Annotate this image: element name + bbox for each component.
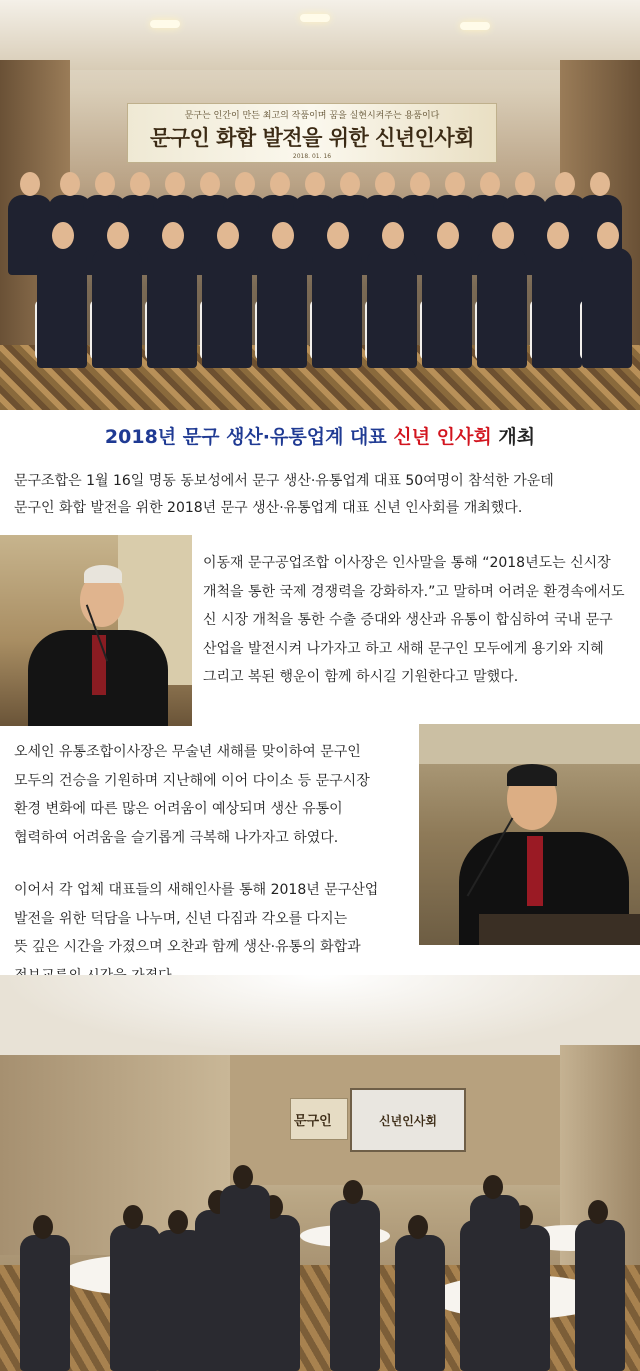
person-head (590, 172, 610, 196)
guest-body (220, 1185, 270, 1371)
guest-head (483, 1175, 503, 1199)
side-banner (290, 1098, 348, 1140)
headline-part-1: 2018년 문구 생산·유통업계 대표 (104, 426, 394, 448)
text-line: 그리고 복된 행운이 함께 하시길 기원한다고 말했다. (203, 669, 519, 685)
speaker-photo-2 (419, 724, 640, 945)
person-suit (532, 248, 582, 368)
person-head (162, 222, 184, 249)
speech-2-paragraph (14, 738, 370, 852)
headline-part-2: 신년 인사회 (393, 426, 492, 448)
speaker-hair (507, 764, 557, 786)
guest-head (33, 1215, 53, 1239)
person-head (305, 172, 325, 196)
person-head (445, 172, 465, 196)
ceiling (0, 975, 640, 1055)
person-head (270, 172, 290, 196)
text-line: 문구조합은 1월 16일 명동 동보성에서 문구 생산·유통업계 대표 50여명이 참석한 가운데 (14, 473, 554, 489)
person-head (217, 222, 239, 249)
person-head (165, 172, 185, 196)
projection-screen (350, 1088, 466, 1152)
text-line: 이동재 문구공업조합 이사장은 인사말을 통해 “2018년도는 신시장 (203, 555, 611, 571)
person-head (597, 222, 619, 249)
person-head (20, 172, 40, 196)
guest-head (408, 1215, 428, 1239)
text-line: 뜻 깊은 시간을 가졌으며 오찬과 함께 생산·유통의 화합과 (14, 939, 361, 955)
guest-body (110, 1225, 160, 1371)
person-head (547, 222, 569, 249)
text-line: 환경 변화에 따른 많은 어려움이 예상되며 생산 유통이 (14, 801, 343, 817)
guest-body (395, 1235, 445, 1371)
screen-title: 신년인사회 (379, 1114, 437, 1128)
banner-footer: 2018. 01. 16 (292, 153, 332, 160)
person-suit (582, 248, 632, 368)
ceiling-light (300, 14, 330, 22)
article-headline (0, 422, 640, 449)
person-suit (367, 248, 417, 368)
speaker-photo-1 (0, 535, 192, 726)
guest-head (123, 1205, 143, 1229)
text-line: 협력하여 어려움을 슬기롭게 극복해 나가자고 하였다. (14, 829, 339, 846)
person-head (382, 222, 404, 249)
side-banner-text: 문구인 (294, 1114, 332, 1129)
headline-part-3: 개최 (491, 426, 536, 448)
guest-body (470, 1195, 520, 1371)
text-line: 발전을 위한 덕담을 나누며, 신년 다짐과 각오를 다지는 (14, 910, 348, 927)
text-line: 이어서 각 업체 대표들의 새해인사를 통해 2018년 문구산업 (14, 882, 379, 898)
person-head (95, 172, 115, 196)
person-suit (202, 248, 252, 368)
event-banner (127, 103, 497, 163)
person-head (327, 222, 349, 249)
group-photo (0, 0, 640, 410)
person-head (555, 172, 575, 196)
guest-head (233, 1165, 253, 1189)
banquet-photo (0, 975, 640, 1371)
text-line: 개척을 통한 국제 경쟁력을 강화하자.”고 말하며 어려운 환경속에서도 (203, 583, 625, 600)
person-head (60, 172, 80, 196)
person-head (480, 172, 500, 196)
guest-head (588, 1200, 608, 1224)
podium (479, 914, 640, 945)
text-line: 문구인 화합 발전을 위한 2018년 문구 생산·유통업계 대표 신년 인사회를 개최했다. (14, 500, 523, 516)
ceiling-light (460, 22, 490, 30)
person-suit (37, 248, 87, 368)
person-head (200, 172, 220, 196)
banner-subtitle: 문구는 인간이 만든 최고의 작품이며 꿈을 실현시켜주는 용품이다 (184, 111, 440, 121)
text-line: 신 시장 개척을 통한 수출 증대와 생산과 유통이 합심하여 국내 문구 (203, 612, 613, 628)
person-head (340, 172, 360, 196)
closing-paragraph (14, 876, 378, 990)
person-suit (422, 248, 472, 368)
person-suit (92, 248, 142, 368)
person-head (492, 222, 514, 249)
guest-body (330, 1200, 380, 1371)
person-head (410, 172, 430, 196)
person-suit (312, 248, 362, 368)
person-head (235, 172, 255, 196)
guest-head (343, 1180, 363, 1204)
person-head (515, 172, 535, 196)
person-head (130, 172, 150, 196)
text-line: 모두의 건승을 기원하며 지난해에 이어 다이소 등 문구시장 (14, 772, 370, 789)
person-suit (477, 248, 527, 368)
person-suit (147, 248, 197, 368)
guest-head (168, 1210, 188, 1234)
guest-body (575, 1220, 625, 1371)
speaker-hair (84, 565, 122, 583)
person-head (107, 222, 129, 249)
speech-1-paragraph (203, 549, 625, 692)
person-head (52, 222, 74, 249)
ceiling-light (150, 20, 180, 28)
ceiling (0, 0, 640, 70)
person-head (375, 172, 395, 196)
guest-body (20, 1235, 70, 1371)
banner-title: 문구인 화합 발전을 위한 신년인사회 (149, 126, 475, 150)
person-suit (257, 248, 307, 368)
intro-paragraph (14, 468, 554, 522)
person-head (437, 222, 459, 249)
wall-top (419, 724, 640, 764)
text-line: 산업을 발전시켜 나가자고 하고 새해 문구인 모두에게 용기와 지혜 (203, 640, 604, 657)
speaker-tie (527, 836, 543, 906)
person-head (272, 222, 294, 249)
text-line: 오세인 유통조합이사장은 무술년 새해를 맞이하여 문구인 (14, 744, 361, 760)
